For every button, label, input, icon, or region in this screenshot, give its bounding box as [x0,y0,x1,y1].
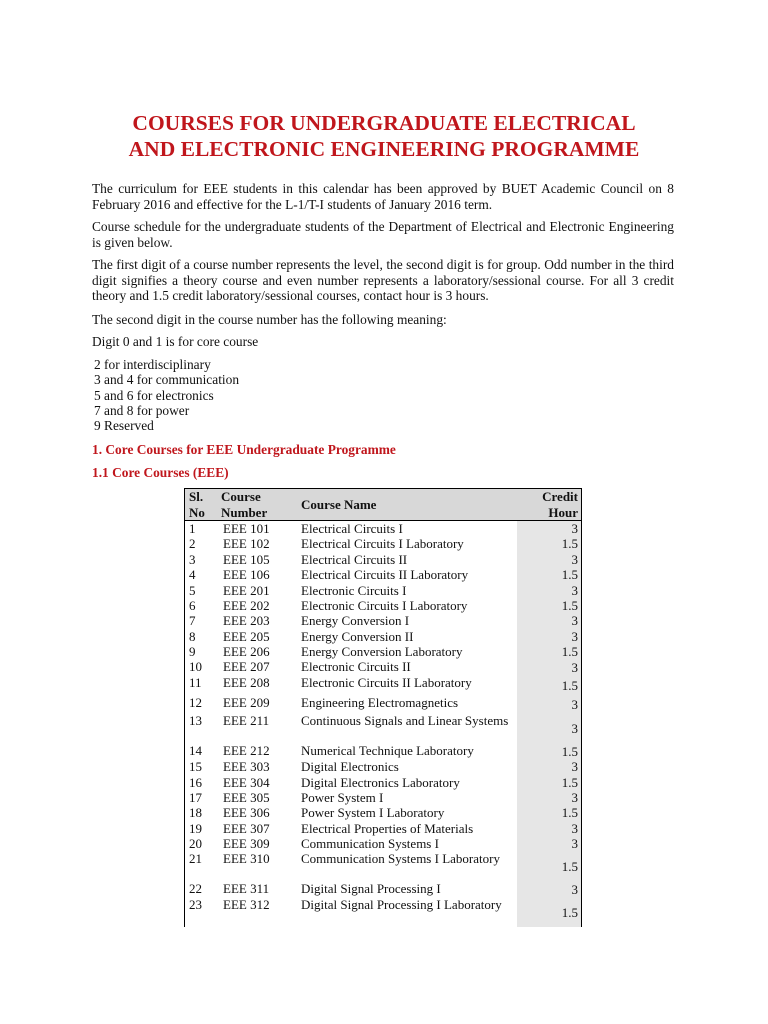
cell-course-number: EEE 202 [217,598,293,613]
paragraph-curriculum-approval: The curriculum for EEE students in this calendar has been approved by BUET Academic Council on 8 February 2016 and effective for the L-1/T-I students of January 2016 term. [92,181,674,212]
table-header-row [185,489,581,521]
cell-course-number: EEE 101 [217,521,293,537]
section-heading: 1. Core Courses for EEE Undergraduate Programme [92,442,396,457]
table-row [185,897,581,927]
cell-credit-hour: 3 [517,759,581,774]
core-courses-table [184,488,582,927]
cell-course-name: Engineering Electromagnetics [301,695,459,711]
cell-course-name: Electronic Circuits I [301,582,407,598]
cell-sl-no: 12 [185,695,217,713]
table-row [185,759,581,774]
header-credit-hour [517,489,581,521]
cell-course-number: EEE 208 [217,675,293,695]
digit-meaning-item: 9 Reserved [94,418,154,434]
title-line-2: AND ELECTRONIC ENGINEERING PROGRAMME [128,137,640,161]
table-row [185,851,581,881]
table-row [185,836,581,851]
cell-course-number: EEE 209 [217,695,293,713]
cell-credit-hour: 1.5 [517,567,581,583]
cell-credit-hour: 1.5 [517,675,581,695]
paragraph-core-digit: Digit 0 and 1 is for core course [92,334,259,349]
cell-credit-hour: 3 [517,821,581,836]
cell-credit-hour: 3 [517,613,581,628]
cell-course-number: EEE 305 [217,790,293,805]
cell-credit-hour: 1.5 [517,644,581,659]
cell-sl-no: 6 [185,598,217,613]
cell-sl-no: 5 [185,583,217,598]
cell-credit-hour: 1.5 [517,743,581,759]
cell-credit-hour: 3 [517,583,581,598]
cell-course-number: EEE 309 [217,836,293,851]
cell-sl-no: 4 [185,567,217,583]
cell-credit-hour: 1.5 [517,536,581,551]
cell-course-name: Continuous Signals and Linear Systems [301,713,509,729]
cell-course-name: Power System I [301,789,384,805]
header-sl-no [185,489,217,521]
cell-course-name: Energy Conversion II [301,628,414,644]
table-row [185,743,581,759]
table-row [185,790,581,805]
header-num-line-1: Course [221,489,261,505]
header-credit-line-1: Credit [542,489,578,505]
cell-course-number: EEE 307 [217,821,293,836]
cell-credit-hour: 3 [517,790,581,805]
table-row [185,675,581,695]
cell-course-name: Electrical Circuits I Laboratory [301,536,464,552]
cell-sl-no: 2 [185,536,217,551]
subsection-heading: 1.1 Core Courses (EEE) [92,465,229,480]
cell-course-name: Electrical Circuits II Laboratory [301,566,469,582]
cell-credit-hour: 3 [517,521,581,537]
cell-credit-hour: 3 [517,881,581,897]
title-line-1: COURSES FOR UNDERGRADUATE ELECTRICAL [132,111,636,135]
cell-sl-no: 20 [185,836,217,851]
cell-course-number: EEE 310 [217,851,293,881]
cell-sl-no: 22 [185,881,217,897]
table-row [185,536,581,551]
table-body [185,521,581,928]
digit-meaning-item: 7 and 8 for power [94,402,190,418]
cell-credit-hour: 1.5 [517,805,581,820]
table-row [185,775,581,790]
table-row [185,583,581,598]
cell-course-name: Numerical Technique Laboratory [301,743,474,759]
header-course-number [217,489,293,521]
digit-meaning-item: 5 and 6 for electronics [94,387,214,403]
cell-credit-hour: 1.5 [517,598,581,613]
cell-course-number: EEE 206 [217,644,293,659]
paragraph-course-schedule: Course schedule for the undergraduate students of the Department of Electrical and Electronic Engineering is given below. [92,219,674,250]
header-num-line-2: Number [221,504,268,520]
cell-course-number: EEE 105 [217,552,293,567]
digit-meaning-item: 2 for interdisciplinary [94,357,211,372]
cell-sl-no: 18 [185,805,217,820]
cell-course-name: Communication Systems I Laboratory [301,851,500,867]
cell-course-name: Electrical Circuits I [301,521,403,536]
table-row [185,659,581,675]
digit-meaning-list [94,357,239,433]
header-sl-line-1: Sl. [189,489,204,505]
header-course-name: Course Name [293,489,517,521]
cell-course-name: Electronic Circuits II Laboratory [301,675,472,691]
cell-sl-no: 13 [185,713,217,743]
table-row [185,881,581,897]
table-row [185,613,581,628]
cell-credit-hour: 3 [517,836,581,851]
paragraph-second-digit-meaning: The second digit in the course number has the following meaning: [92,312,447,327]
document-title [0,110,768,162]
table-row [185,629,581,644]
cell-course-number: EEE 212 [217,743,293,759]
cell-sl-no: 3 [185,552,217,567]
cell-course-name: Energy Conversion Laboratory [301,644,463,660]
cell-course-name: Electrical Properties of Materials [301,820,474,836]
cell-course-name: Digital Electronics [301,759,399,775]
cell-credit-hour: 1.5 [517,851,581,881]
cell-sl-no: 8 [185,629,217,644]
cell-course-name: Electronic Circuits II [301,659,411,675]
cell-sl-no: 10 [185,659,217,675]
table-row [185,821,581,836]
cell-credit-hour: 1.5 [517,775,581,790]
cell-credit-hour: 3 [517,695,581,713]
cell-course-name: Digital Electronics Laboratory [301,774,460,790]
table-row [185,552,581,567]
cell-course-number: EEE 303 [217,759,293,774]
cell-course-number: EEE 211 [217,713,293,743]
cell-credit-hour: 3 [517,659,581,675]
table-row [185,598,581,613]
cell-course-number: EEE 312 [217,897,293,927]
table-row [185,567,581,583]
digit-meaning-item: 3 and 4 for communication [94,372,240,388]
paragraph-course-number-rules: The first digit of a course number represents the level, the second digit is for group. Odd number in the third digit signifies a theory course and even number represents a laboratory/sessional course. For all 3 credit theory and 1.5 credit laboratory/sessional courses, contact hour is 3 hours. [92,257,674,303]
cell-course-number: EEE 304 [217,775,293,790]
table-row [185,805,581,820]
cell-course-name: Energy Conversion I [301,613,410,629]
cell-sl-no: 21 [185,851,217,881]
cell-sl-no: 1 [185,521,217,537]
cell-sl-no: 23 [185,897,217,927]
cell-course-number: EEE 201 [217,583,293,598]
cell-credit-hour: 3 [517,552,581,567]
cell-course-number: EEE 106 [217,567,293,583]
cell-sl-no: 19 [185,821,217,836]
header-credit-line-2: Hour [548,504,578,520]
cell-sl-no: 17 [185,790,217,805]
cell-course-number: EEE 311 [217,881,293,897]
cell-course-name: Digital Signal Processing I [301,881,441,897]
table-row [185,713,581,743]
cell-credit-hour: 3 [517,713,581,743]
header-sl-line-2: No [189,504,205,520]
cell-sl-no: 14 [185,743,217,759]
cell-sl-no: 7 [185,613,217,628]
cell-course-number: EEE 306 [217,805,293,820]
cell-credit-hour: 3 [517,629,581,644]
cell-sl-no: 15 [185,759,217,774]
cell-sl-no: 9 [185,644,217,659]
cell-sl-no: 16 [185,775,217,790]
cell-course-name: Electronic Circuits I Laboratory [301,598,468,614]
cell-course-number: EEE 203 [217,613,293,628]
cell-course-name: Electrical Circuits II [301,551,408,567]
cell-sl-no: 11 [185,675,217,695]
table-row [185,695,581,713]
table-row [185,521,581,537]
cell-course-name: Digital Signal Processing I Laboratory [301,897,502,913]
cell-credit-hour: 1.5 [517,897,581,927]
cell-course-name: Power System I Laboratory [301,805,445,821]
cell-course-number: EEE 207 [217,659,293,675]
table-row [185,644,581,659]
cell-course-number: EEE 102 [217,536,293,551]
cell-course-name: Communication Systems I [301,835,439,851]
cell-course-number: EEE 205 [217,629,293,644]
